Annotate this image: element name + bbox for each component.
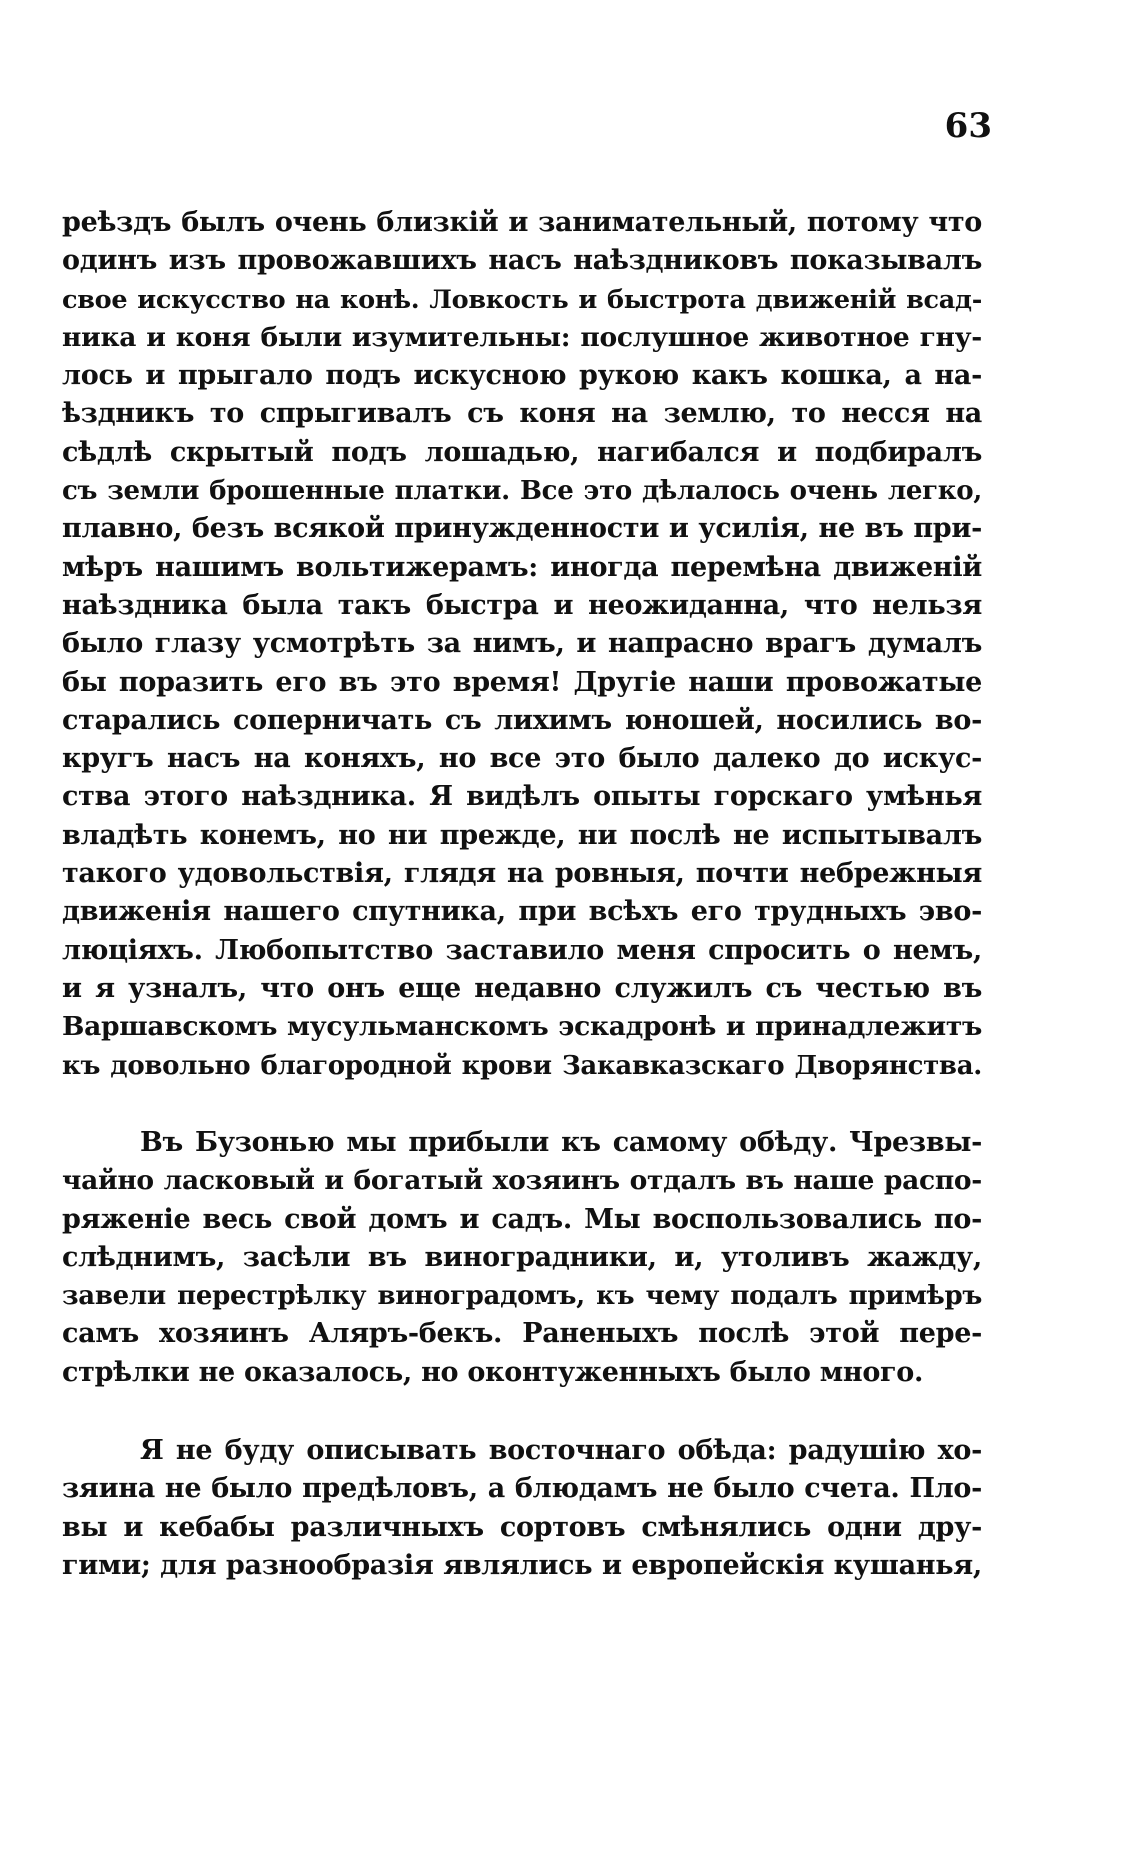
- text-line: самъ хозяинъ Аляръ-бекъ. Раненыхъ послѣ этой пере-: [62, 1318, 982, 1350]
- text-line: лось и прыгало подъ искусною рукою какъ кошка, а на-: [62, 360, 982, 392]
- paragraph-3: [62, 1432, 982, 1585]
- text-line: одинъ изъ провожавшихъ насъ наѣздниковъ показывалъ: [62, 245, 982, 277]
- page-number: 63: [944, 106, 992, 146]
- text-line: мѣръ нашимъ вольтижерамъ: иногда перемѣна движеній: [62, 551, 982, 583]
- text-line: завели перестрѣлку виноградомъ, къ чему подалъ примѣръ: [62, 1281, 982, 1312]
- text-line: съ земли брошенные платки. Все это дѣлалось очень легко,: [62, 476, 982, 507]
- text-line: ника и коня были изумительны: послушное животное гну-: [62, 321, 982, 353]
- text-line: и я узналъ, что онъ еще недавно служилъ съ честью въ: [62, 972, 982, 1004]
- text-line: Я не буду описывать восточнаго обѣда: радушію хо-: [140, 1435, 982, 1466]
- text-line: чайно ласковый и богатый хозяинъ отдалъ въ наше распо-: [62, 1165, 982, 1197]
- text-line: Варшавскомъ мусульманскомъ эскадронѣ и принадлежитъ: [62, 1011, 982, 1043]
- text-line: сѣдлѣ скрытый подъ лошадью, нагибался и подбиралъ: [62, 436, 982, 468]
- text-line: наѣздника была такъ быстра и неожиданна, что нельзя: [62, 589, 982, 621]
- text-line: плавно, безъ всякой принужденности и усилія, не въ при-: [62, 513, 982, 545]
- text-line: ѣздникъ то спрыгивалъ съ коня на землю, то несся на: [62, 398, 982, 430]
- text-line: вы и кебабы различныхъ сортовъ смѣнялись одни дру-: [62, 1511, 982, 1543]
- text-line: движенія нашего спутника, при всѣхъ его трудныхъ эво-: [62, 896, 982, 928]
- text-line: къ довольно благородной крови Закавказскаго Дворянства.: [62, 1050, 982, 1081]
- text-line: было глазу усмотрѣть за нимъ, и напрасно врагъ думалъ: [62, 628, 982, 660]
- text-line: стрѣлки не оказалось, но оконтуженныхъ было много.: [62, 1356, 924, 1388]
- text-line: такого удовольствія, глядя на ровныя, почти небрежныя: [62, 858, 982, 890]
- text-line: ряженіе весь свой домъ и садъ. Мы воспользовались по-: [62, 1203, 982, 1235]
- text-line: владѣть конемъ, но ни прежде, ни послѣ не испытывалъ: [62, 819, 982, 851]
- paragraph-1: [62, 204, 982, 1085]
- text-line: ства этого наѣздника. Я видѣлъ опыты горскаго умѣнья: [62, 781, 982, 813]
- text-line: зяина не было предѣловъ, а блюдамъ не было счета. Пло-: [62, 1473, 982, 1505]
- text-line: реѣздъ былъ очень близкій и занимательный, потому что: [62, 207, 982, 238]
- text-line: старались соперничать съ лихимъ юношей, носились во-: [62, 704, 982, 736]
- text-line: свое искусство на конѣ. Ловкость и быстрота движеній всад-: [62, 284, 982, 315]
- text-line: люціяхъ. Любопытство заставило меня спросить о немъ,: [62, 934, 982, 966]
- text-line: кругъ насъ на коняхъ, но все это было далеко до искус-: [62, 743, 982, 775]
- text-line: бы поразить его въ это время! Другіе наши провожатые: [62, 666, 982, 698]
- paragraph-2: [62, 1124, 982, 1392]
- text-line: гими; для разнообразія являлись и европейскія кушанья,: [62, 1549, 982, 1581]
- text-line: Въ Бузонью мы прибыли къ самому обѣду. Чрезвы-: [140, 1127, 982, 1158]
- text-line: слѣднимъ, засѣли въ виноградники, и, утоливъ жажду,: [62, 1241, 982, 1273]
